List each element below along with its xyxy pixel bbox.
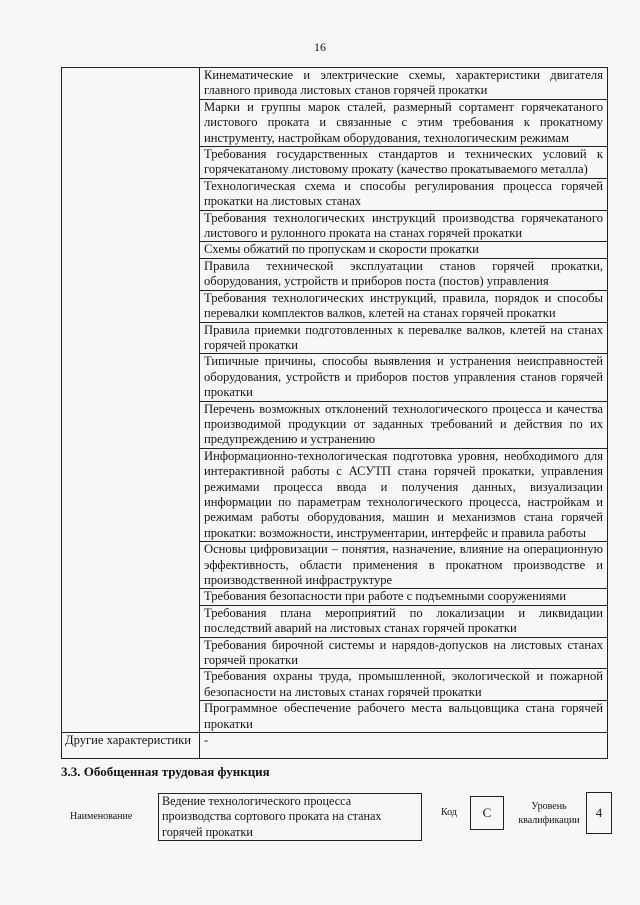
knowledge-item: Схемы обжатий по пропускам и скорости прокатки — [200, 242, 608, 258]
knowledge-item: Программное обеспечение рабочего места вальцовщика стана горячей прокатки — [200, 701, 608, 733]
knowledge-item: Требования плана мероприятий по локализации и ликвидации последствий аварий на листовых станах горячей прокатки — [200, 605, 608, 637]
knowledge-item: Требования бирочной системы и нарядов-допусков на листовых станах горячей прокатки — [200, 637, 608, 669]
section-heading: 3.3. Обобщенная трудовая функция — [61, 764, 270, 779]
other-characteristics-value: - — [200, 733, 608, 759]
knowledge-item: Кинематические и электрические схемы, характеристики двигателя главного привода листовых станов горячей прокатки — [200, 68, 608, 100]
knowledge-item: Основы цифровизации – понятия, назначение, влияние на операционную эффективность, области применения в прокатном производстве и производственной инфраструктуре — [200, 542, 608, 589]
knowledge-label-cell — [62, 68, 200, 733]
knowledge-item: Перечень возможных отклонений технологического процесса и качества производимой продукции от заданных требований и действия по их предупреждению и устранению — [200, 401, 608, 448]
knowledge-item: Требования государственных стандартов и технических условий к горячекатаному листовому прокату (качество прокатываемого металла) — [200, 147, 608, 179]
knowledge-item: Требования технологических инструкций производства горячекатаного листового и рулонного проката на станах горячей прокатки — [200, 210, 608, 242]
knowledge-item: Технологическая схема и способы регулирования процесса горячей прокатки на листовых станах — [200, 178, 608, 210]
knowledge-item: Требования безопасности при работе с подъемными сооружениями — [200, 589, 608, 605]
knowledge-item: Требования технологических инструкций, правила, порядок и способы перевалки комплектов валков, клетей на станах горячей прокатки — [200, 290, 608, 322]
page-number: 16 — [314, 40, 326, 54]
requirements-table-body — [62, 68, 608, 759]
requirements-table — [61, 67, 608, 759]
knowledge-item: Требования охраны труда, промышленной, экологической и пожарной безопасности на листовых станах горячей прокатки — [200, 669, 608, 701]
other-characteristics-label: Другие характеристики — [62, 733, 200, 759]
knowledge-item: Марки и группы марок сталей, размерный сортамент горячекатаного листового проката и связанные с этим требования к прокатному инструменту, настройкам оборудования, технологическим режимам — [200, 99, 608, 146]
qualification-level-label: Уровень квалификации — [518, 801, 580, 826]
name-label: Наименование — [70, 811, 133, 822]
code-label: Код — [441, 807, 457, 818]
knowledge-item: Правила технической эксплуатации станов горячей прокатки, оборудования, устройств и приборов поста (постов) управления — [200, 258, 608, 290]
code-box: C — [470, 796, 504, 830]
knowledge-item: Информационно-технологическая подготовка уровня, необходимого для интерактивной работы с АСУТП стана горячей прокатки, управления режимами процесса ввода и получения данных, визуализации информации по параметрам технологического процесса, настройкам и режимам работы оборудования, машин и механизмов стана горячей прокатки: возможности, инструментарии, интерфейс и правила работы — [200, 448, 608, 541]
qualification-level-box: 4 — [586, 792, 612, 834]
table-row — [62, 68, 608, 100]
function-name-box: Ведение технологического процесса производства сортового проката на станах горячей прокатки — [158, 793, 422, 841]
knowledge-item: Типичные причины, способы выявления и устранения неисправностей оборудования, устройств и приборов постов управления станов горячей прокатки — [200, 354, 608, 401]
knowledge-item: Правила приемки подготовленных к перевалке валков, клетей на станах горячей прокатки — [200, 322, 608, 354]
other-characteristics-row — [62, 733, 608, 759]
